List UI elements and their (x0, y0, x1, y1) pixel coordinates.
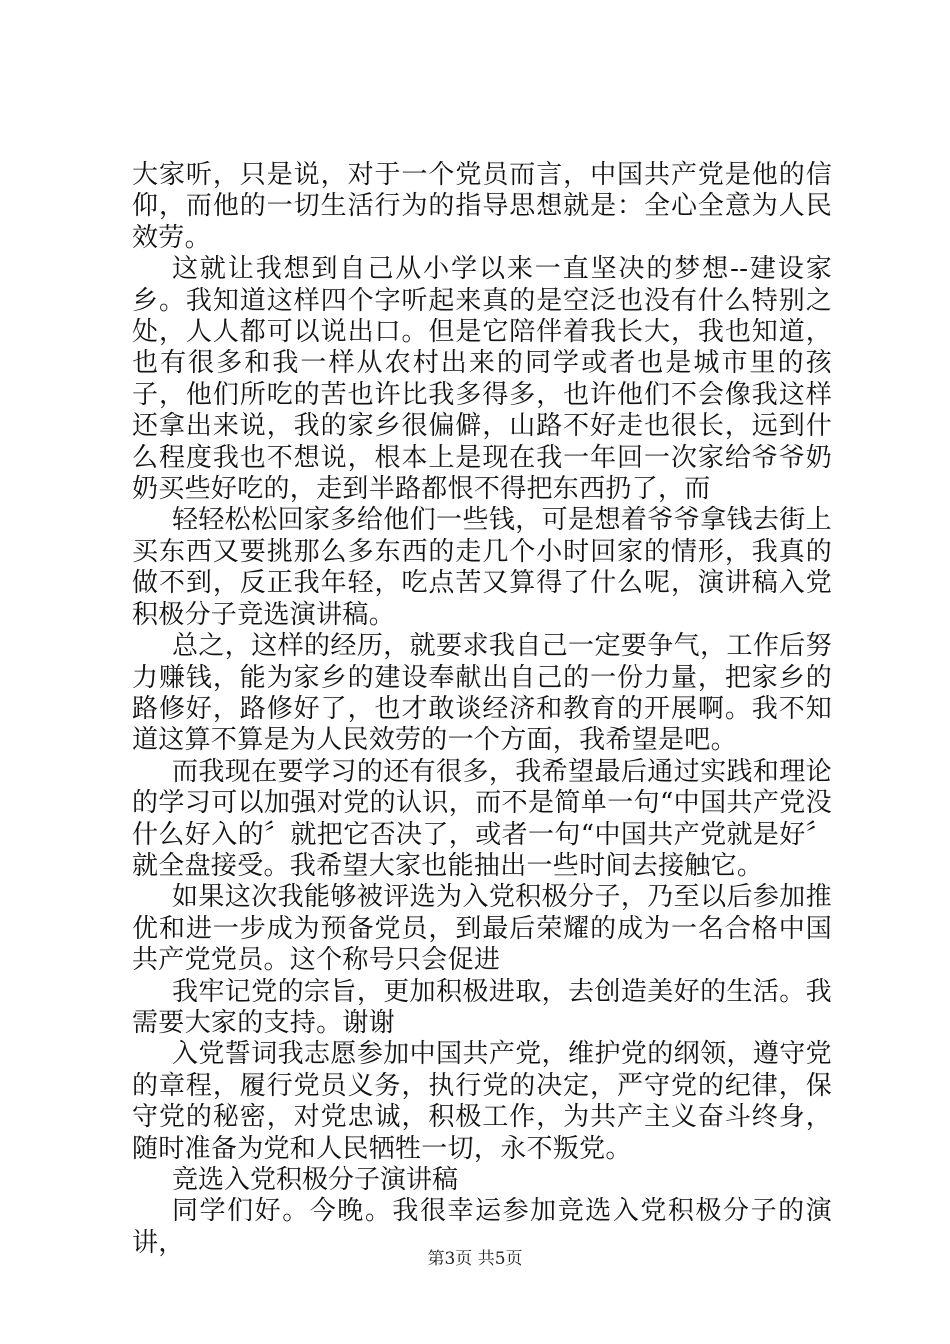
paragraph-2: 这就让我想到自己从小学以来一直坚决的梦想--建设家乡。我知道这样四个字听起来真的是空泛也没有什么特别之处，人人都可以说出口。但是它陪伴着我长大，我也知道，也有很多和我一样从农村出来的同学或者也是城市里的孩子，他们所吃的苦也许比我多得多，也许他们不会像我这样还拿出来说，我的家乡很偏僻，山路不好走也很长，远到什么程度我也不想说，根本上是现在我一年回一次家给爷爷奶奶买些好吃的，走到半路都恨不得把东西扔了，而 (132, 254, 832, 505)
paragraph-4: 总之，这样的经历，就要求我自己一定要争气，工作后努力赚钱，能为家乡的建设奉献出自己的一份力量，把家乡的路修好，路修好了，也才敢谈经济和教育的开展啊。我不知道这算不算是为人民效劳的一个方面，我希望是吧。 (132, 631, 832, 756)
paragraph-5: 而我现在要学习的还有很多，我希望最后通过实践和理论的学习可以加强对党的认识，而不是简单一句“中国共产党没什么好入的〞就把它否决了，或者一句“中国共产党就是好〞就全盘接受。我希望大家也能抽出一些时间去接触它。 (132, 756, 832, 881)
page-number: 第3页 共5页 (427, 1249, 523, 1269)
paragraph-7: 我牢记党的宗旨，更加积极进取，去创造美好的生活。我需要大家的支持。谢谢 (132, 976, 832, 1038)
paragraph-1: 大家听，只是说，对于一个党员而言，中国共产党是他的信仰，而他的一切生活行为的指导思想就是：全心全意为人民效劳。 (132, 160, 832, 253)
paragraph-8: 入党誓词我志愿参加中国共产党，维护党的纲领，遵守党的章程，履行党员义务，执行党的决定，严守党的纪律，保守党的秘密，对党忠诚，积极工作，为共产主义奋斗终身，随时准备为党和人民牺牲一切，永不叛党。 (132, 1039, 832, 1164)
paragraph-6: 如果这次我能够被评选为入党积极分子，乃至以后参加推优和进一步成为预备党员，到最后荣耀的成为一名合格中国共产党党员。这个称号只会促进 (132, 882, 832, 976)
paragraph-3: 轻轻松松回家多给他们一些钱，可是想着爷爷拿钱去街上买东西又要挑那么多东西的走几个小时回家的情形，我真的做不到，反正我年轻，吃点苦又算得了什么呢，演讲稿入党积极分子竞选演讲稿。 (132, 505, 832, 630)
section-title: 竞选入党积极分子演讲稿 (172, 1165, 459, 1195)
document-body (132, 160, 832, 1259)
paragraph-9: 同学们好。今晚。我很幸运参加竞选入党积极分子的演讲， (132, 1196, 832, 1258)
